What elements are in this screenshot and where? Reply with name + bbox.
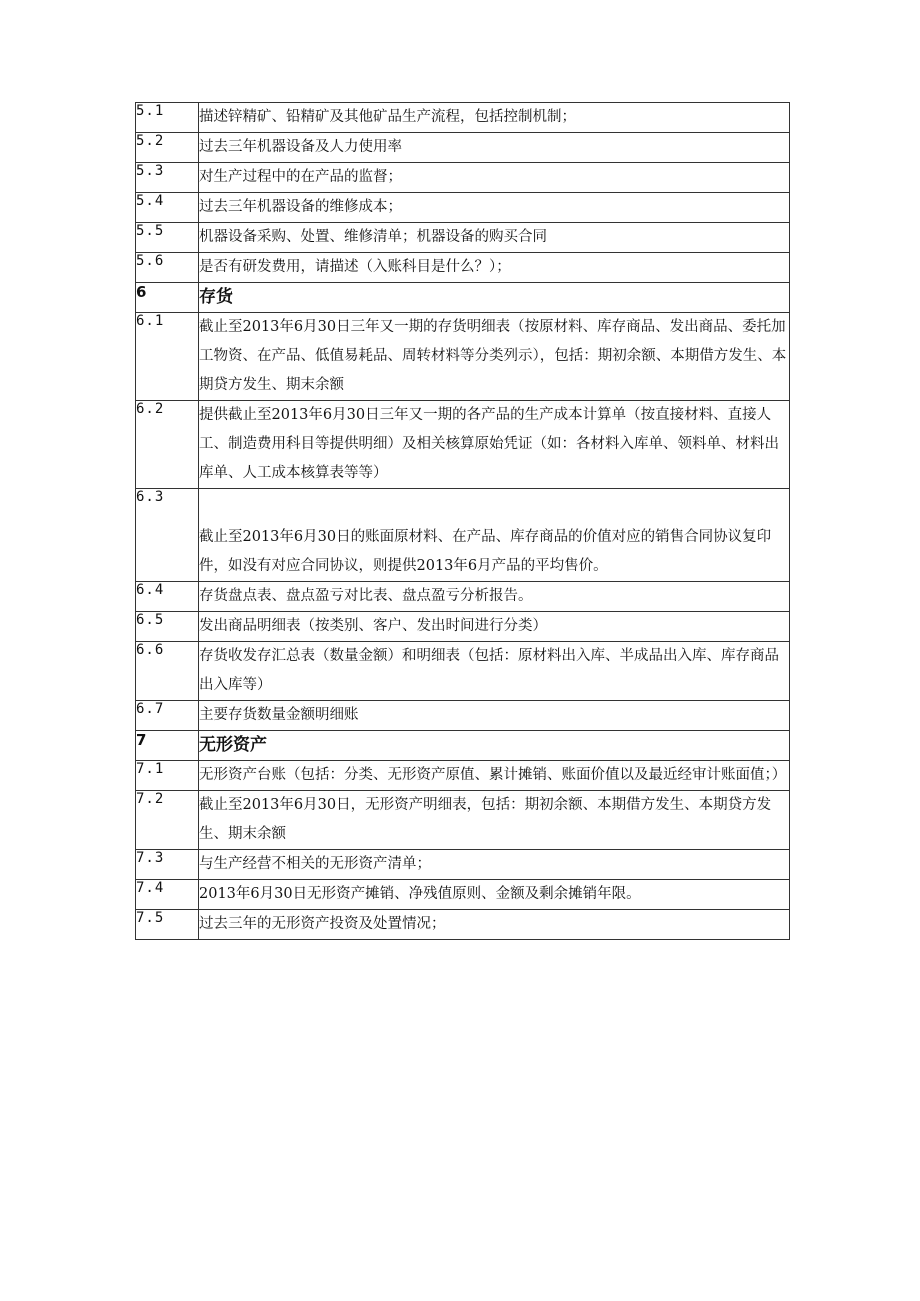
row-text: 存货收发存汇总表（数量金额）和明细表（包括：原材料出入库、半成品出入库、库存商品出入库等） — [199, 642, 790, 701]
table-row — [136, 133, 790, 163]
row-number: 6.5 — [136, 612, 199, 642]
table-row — [136, 401, 790, 489]
table-row — [136, 642, 790, 701]
row-number: 6.4 — [136, 582, 199, 612]
row-text: 描述锌精矿、铅精矿及其他矿品生产流程，包括控制机制； — [199, 103, 790, 133]
table-row — [136, 313, 790, 401]
row-number: 7.2 — [136, 791, 199, 850]
row-number: 5.1 — [136, 103, 199, 133]
row-number: 6.6 — [136, 642, 199, 701]
table-row — [136, 193, 790, 223]
table-row — [136, 761, 790, 791]
table-row — [136, 163, 790, 193]
table-row — [136, 910, 790, 940]
row-text: 无形资产台账（包括：分类、无形资产原值、累计摊销、账面价值以及最近经审计账面值；） — [199, 761, 790, 791]
row-text: 发出商品明细表（按类别、客户、发出时间进行分类） — [199, 612, 790, 642]
row-number: 7.5 — [136, 910, 199, 940]
row-text: 是否有研发费用，请描述（入账科目是什么？）； — [199, 253, 790, 283]
row-number: 7.1 — [136, 761, 199, 791]
row-text: 与生产经营不相关的无形资产清单； — [199, 850, 790, 880]
row-text: 机器设备采购、处置、维修清单；机器设备的购买合同 — [199, 223, 790, 253]
document-table — [135, 102, 790, 940]
row-text: 2013年6月30日无形资产摊销、净残值原则、金额及剩余摊销年限。 — [199, 880, 790, 910]
table-row — [136, 223, 790, 253]
row-text: 过去三年机器设备的维修成本； — [199, 193, 790, 223]
row-number: 6.3 — [136, 489, 199, 582]
row-text: 存货盘点表、盘点盈亏对比表、盘点盈亏分析报告。 — [199, 582, 790, 612]
section-number: 7 — [136, 731, 199, 761]
row-text: 截止至2013年6月30日的账面原材料、在产品、库存商品的价值对应的销售合同协议复印件，如没有对应合同协议，则提供2013年6月产品的平均售价。 — [199, 489, 790, 582]
row-number: 5.6 — [136, 253, 199, 283]
section-title: 存货 — [199, 283, 790, 313]
row-text: 提供截止至2013年6月30日三年又一期的各产品的生产成本计算单（按直接材料、直接人工、制造费用科目等提供明细）及相关核算原始凭证（如：各材料入库单、领料单、材料出库单、人工成本核算表等等） — [199, 401, 790, 489]
table-row — [136, 103, 790, 133]
row-number: 6.2 — [136, 401, 199, 489]
table-row — [136, 253, 790, 283]
row-number: 5.3 — [136, 163, 199, 193]
row-number: 5.4 — [136, 193, 199, 223]
table-row — [136, 489, 790, 582]
row-text: 截止至2013年6月30日，无形资产明细表，包括：期初余额、本期借方发生、本期贷方发生、期末余额 — [199, 791, 790, 850]
section-title: 无形资产 — [199, 731, 790, 761]
row-number: 6.1 — [136, 313, 199, 401]
row-text: 过去三年机器设备及人力使用率 — [199, 133, 790, 163]
table-row — [136, 850, 790, 880]
row-text: 截止至2013年6月30日三年又一期的存货明细表（按原材料、库存商品、发出商品、委托加工物资、在产品、低值易耗品、周转材料等分类列示），包括：期初余额、本期借方发生、本期贷方发生、期末余额 — [199, 313, 790, 401]
row-number: 7.4 — [136, 880, 199, 910]
row-number: 5.2 — [136, 133, 199, 163]
row-text: 对生产过程中的在产品的监督； — [199, 163, 790, 193]
row-text: 过去三年的无形资产投资及处置情况； — [199, 910, 790, 940]
row-number: 5.5 — [136, 223, 199, 253]
section-header-row — [136, 283, 790, 313]
section-header-row — [136, 731, 790, 761]
table-row — [136, 582, 790, 612]
table-row — [136, 612, 790, 642]
row-number: 6.7 — [136, 701, 199, 731]
row-number: 7.3 — [136, 850, 199, 880]
row-text: 主要存货数量金额明细账 — [199, 701, 790, 731]
table-row — [136, 791, 790, 850]
table-row — [136, 880, 790, 910]
table-row — [136, 701, 790, 731]
section-number: 6 — [136, 283, 199, 313]
